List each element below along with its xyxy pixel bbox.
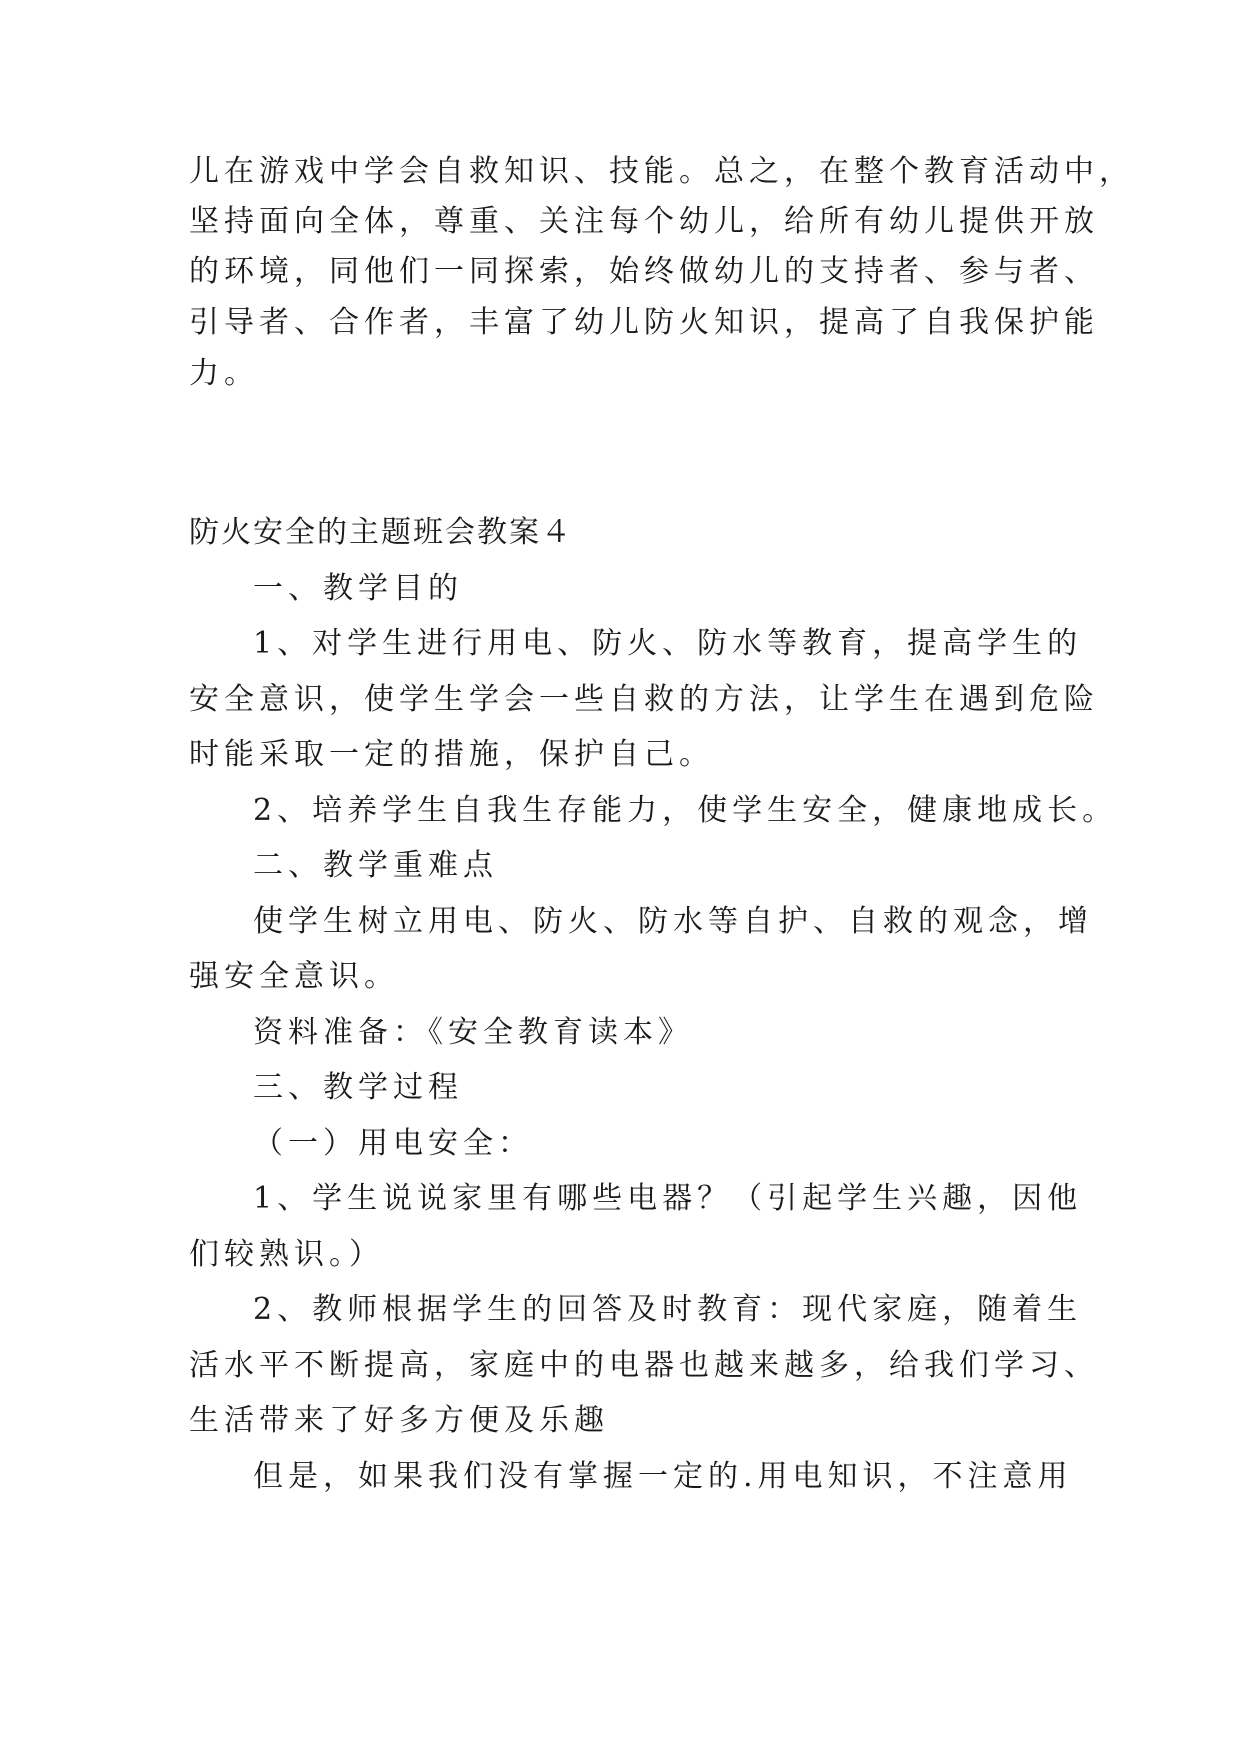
paragraph-line: 强安全意识。 <box>189 959 399 994</box>
section-title: 防火安全的主题班会教案４ <box>189 515 573 550</box>
paragraph-line: 力。 <box>189 356 259 391</box>
materials-line: 资料准备：《安全教育读本》 <box>253 1015 693 1050</box>
paragraph-line: 儿在游戏中学会自救知识、技能。总之，在整个教育活动中， <box>189 154 1134 189</box>
heading-process: 三、教学过程 <box>253 1070 463 1105</box>
subheading-electric-safety: （一）用电安全： <box>253 1126 533 1161</box>
paragraph-line: 1、学生说说家里有哪些电器？（引起学生兴趣，因他 <box>253 1181 1083 1216</box>
paragraph-line: 生活带来了好多方便及乐趣 <box>189 1403 609 1438</box>
paragraph-line: 2、教师根据学生的回答及时教育：现代家庭，随着生 <box>253 1292 1083 1327</box>
paragraph-line: 安全意识，使学生学会一些自救的方法，让学生在遇到危险 <box>189 682 1099 717</box>
paragraph-line: 但是，如果我们没有掌握一定的.用电知识，不注意用 <box>253 1459 1073 1494</box>
paragraph-line: 坚持面向全体，尊重、关注每个幼儿，给所有幼儿提供开放 <box>189 204 1099 239</box>
paragraph-line: 使学生树立用电、防火、防水等自护、自救的观念，增 <box>253 904 1093 939</box>
paragraph-line: 引导者、合作者，丰富了幼儿防火知识，提高了自我保护能 <box>189 305 1099 340</box>
paragraph-line: 们较熟识。） <box>189 1237 384 1272</box>
paragraph-line: 时能采取一定的措施，保护自己。 <box>189 737 714 772</box>
paragraph-line: 的环境，同他们一同探索，始终做幼儿的支持者、参与者、 <box>189 254 1099 289</box>
paragraph-line: 1、对学生进行用电、防火、防水等教育，提高学生的 <box>253 626 1083 661</box>
heading-objectives: 一、教学目的 <box>253 571 463 606</box>
heading-key-points: 二、教学重难点 <box>253 848 498 883</box>
paragraph-line: 2、培养学生自我生存能力，使学生安全，健康地成长。 <box>253 793 1118 828</box>
paragraph-line: 活水平不断提高，家庭中的电器也越来越多，给我们学习、 <box>189 1348 1099 1383</box>
